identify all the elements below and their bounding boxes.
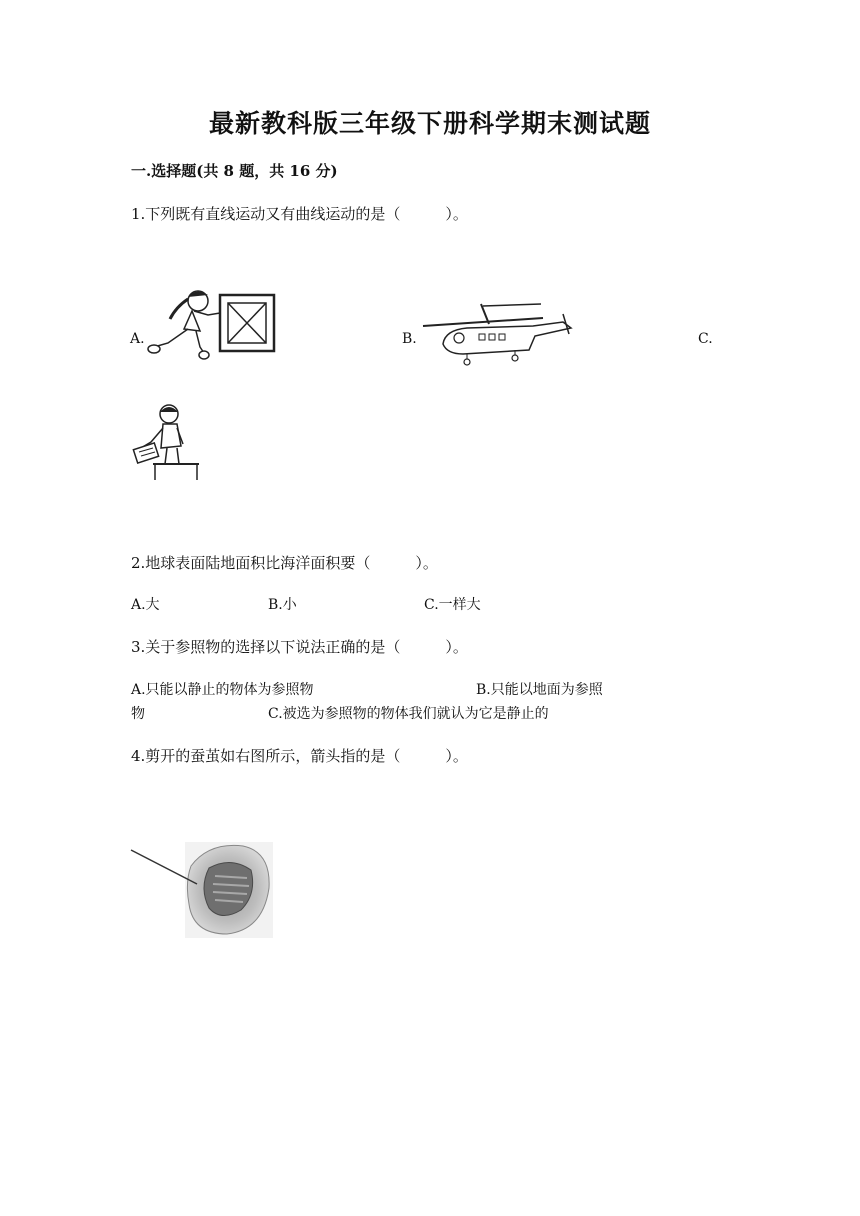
question-4-text: 4.剪开的蚕茧如右图所示，箭头指的是（ ）。 [131, 747, 468, 765]
q3-option-b-continued: 物 [131, 706, 145, 722]
q3-option-a: A.只能以静止的物体为参照物 [131, 682, 314, 698]
cut-silkworm-cocoon-image [131, 838, 275, 940]
question-1-text: 1.下列既有直线运动又有曲线运动的是（ ）。 [131, 205, 468, 223]
q2-option-c: C.一样大 [424, 597, 481, 613]
boy-with-tray-image [133, 402, 203, 484]
section-heading: 一.选择题(共 8 题，共 16 分) [131, 162, 338, 180]
q1-option-a-label: A. [130, 331, 145, 347]
q2-option-a: A.大 [131, 597, 160, 613]
q2-option-b: B.小 [268, 597, 297, 613]
helicopter-image [423, 300, 575, 370]
page-title: 最新教科版三年级下册科学期末测试题 [208, 109, 651, 138]
q3-option-c: C.被选为参照物的物体我们就认为它是静止的 [268, 706, 549, 722]
q1-option-c-label: C. [698, 331, 713, 347]
girl-pushing-box-image [148, 285, 278, 363]
question-3-text: 3.关于参照物的选择以下说法正确的是（ ）。 [131, 638, 468, 656]
q1-option-b-label: B. [402, 331, 417, 347]
q3-option-b: B.只能以地面为参照 [476, 682, 603, 698]
question-2-text: 2.地球表面陆地面积比海洋面积要（ ）。 [131, 554, 438, 572]
